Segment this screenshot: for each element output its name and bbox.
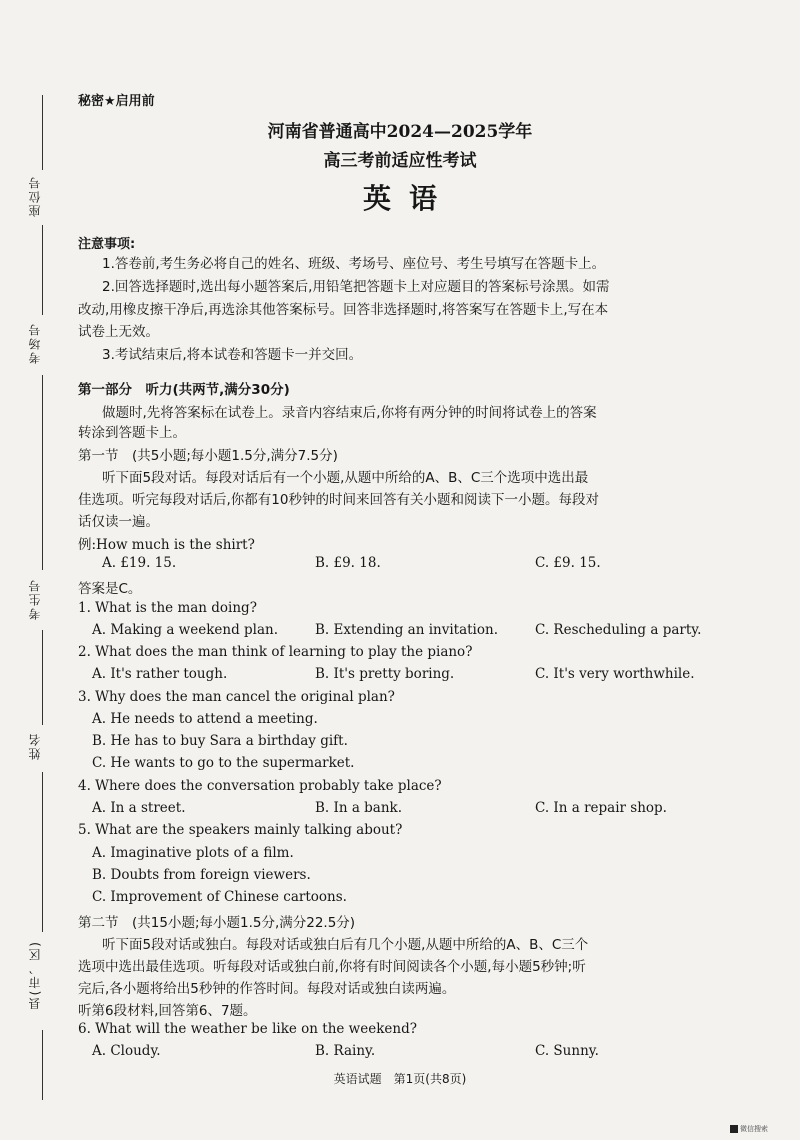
question-2: 2. What does the man think of learning to play the piano? [78,644,473,660]
margin-line [42,375,43,570]
part1-title: 第一部分 听力(共两节,满分30分) [78,382,290,398]
margin-line [42,772,43,932]
qr-icon [730,1125,738,1133]
example-option-b: B. £9. 18. [315,555,381,571]
material-instruction: 听第6段材料,回答第6、7题。 [78,1003,257,1019]
q1-option-c: C. Rescheduling a party. [535,622,702,638]
q2-option-b: B. It's pretty boring. [315,666,455,682]
part1-intro: 转涂到答题卡上。 [78,425,186,441]
question-6: 6. What will the weather be like on the weekend? [78,1021,417,1037]
q4-option-a: A. In a street. [92,800,186,816]
q5-option-c: C. Improvement of Chinese cartoons. [92,889,347,905]
section1-intro: 佳选项。听完每段对话后,你都有10秒钟的时间来回答有关小题和阅读下一小题。每段对 [78,492,599,508]
notice-item: 2.回答选择题时,选出每小题答案后,用铅笔把答题卡上对应题目的答案标号涂黑。如需 [102,279,610,295]
section1-title: 第一节 (共5小题;每小题1.5分,满分7.5分) [78,448,338,464]
question-3: 3. Why does the man cancel the original plan? [78,689,395,705]
notice-item: 3.考试结束后,将本试卷和答题卡一并交回。 [102,347,363,363]
county-label: 县(市、区) [28,940,42,1010]
subject-title: 英语 [362,182,455,215]
q3-option-b: B. He has to buy Sara a birthday gift. [92,733,348,749]
section1-intro: 听下面5段对话。每段对话后有一个小题,从题中所给的A、B、C三个选项中选出最 [102,470,589,486]
notice-item: 1.答卷前,考生务必将自己的姓名、班级、考场号、座位号、考生号填写在答题卡上。 [102,256,606,272]
example-question: 例:How much is the shirt? [78,537,255,553]
q4-option-c: C. In a repair shop. [535,800,667,816]
candidate-number-label: 考生号 [28,578,42,620]
example-answer: 答案是C。 [78,581,142,597]
q6-option-c: C. Sunny. [535,1043,599,1059]
q3-option-c: C. He wants to go to the supermarket. [92,755,355,771]
watermark [730,1124,768,1134]
section2-intro: 听下面5段对话或独白。每段对话或独白后有几个小题,从题中所给的A、B、C三个 [102,937,589,953]
section1-intro: 话仅读一遍。 [78,514,159,530]
example-option-a: A. £19. 15. [102,555,177,571]
q5-option-b: B. Doubts from foreign viewers. [92,867,311,883]
margin-line [42,1030,43,1100]
seat-number-label: 座位号 [28,175,42,217]
watermark-text: 微信搜索 [740,1125,768,1133]
notice-item: 改动,用橡皮擦干净后,再选涂其他答案标号。回答非选择题时,将答案写在答题卡上,写在本 [78,302,609,318]
q3-option-a: A. He needs to attend a meeting. [92,711,318,727]
question-5: 5. What are the speakers mainly talking about? [78,822,403,838]
q4-option-b: B. In a bank. [315,800,403,816]
margin-line [42,225,43,315]
margin-line [42,630,43,725]
section2-intro: 选项中选出最佳选项。听每段对话或独白前,你将有时间阅读各个小题,每小题5秒钟;听 [78,959,586,975]
exam-title-line1: 河南省普通高中2024—2025学年 [267,122,533,142]
q6-option-b: B. Rainy. [315,1043,376,1059]
page-footer: 英语试题 第1页(共8页) [333,1072,467,1086]
example-option-c: C. £9. 15. [535,555,601,571]
notice-item: 试卷上无效。 [78,324,159,340]
exam-room-label: 考场号 [28,322,42,364]
q1-option-a: A. Making a weekend plan. [92,622,278,638]
section2-intro: 完后,各小题将给出5秒钟的作答时间。每段对话或独白读两遍。 [78,981,456,997]
q2-option-a: A. It's rather tough. [92,666,228,682]
question-4: 4. Where does the conversation probably take place? [78,778,442,794]
q2-option-c: C. It's very worthwhile. [535,666,695,682]
confidential-mark: 秘密★启用前 [78,94,155,109]
notice-title: 注意事项: [78,237,136,252]
part1-intro: 做题时,先将答案标在试卷上。录音内容结束后,你将有两分钟的时间将试卷上的答案 [102,405,597,421]
name-label: 姓名 [28,732,42,760]
q1-option-b: B. Extending an invitation. [315,622,498,638]
section2-title: 第二节 (共15小题;每小题1.5分,满分22.5分) [78,915,356,931]
q6-option-a: A. Cloudy. [92,1043,161,1059]
q5-option-a: A. Imaginative plots of a film. [92,845,294,861]
question-1: 1. What is the man doing? [78,600,257,616]
exam-title-line2: 高三考前适应性考试 [323,151,477,171]
